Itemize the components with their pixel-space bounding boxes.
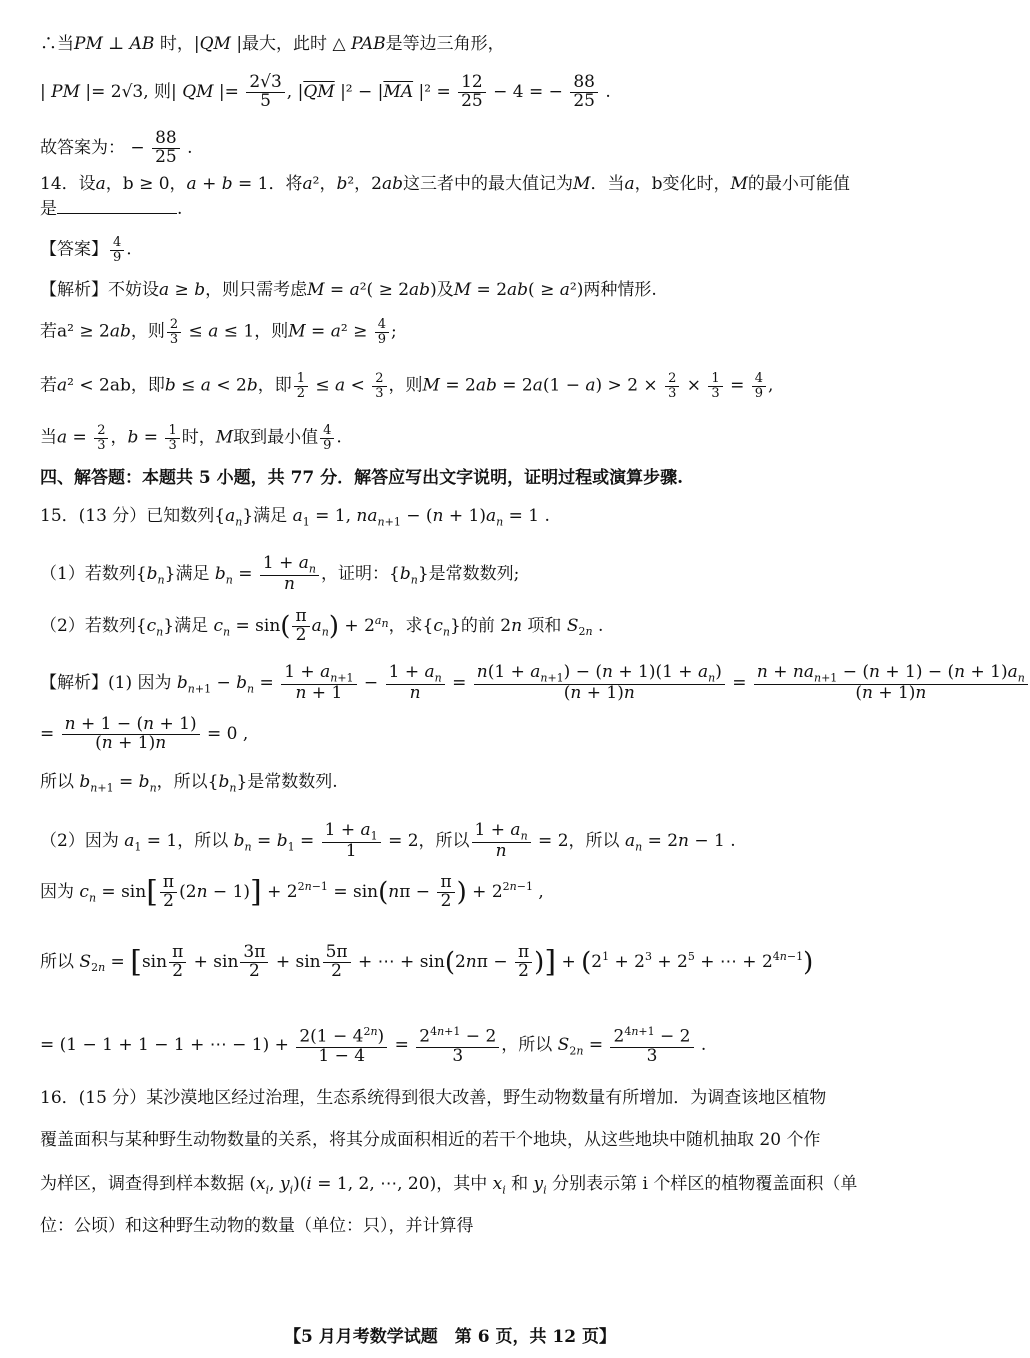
text-line-20: 所以 $S_{2n} = [\sin$ $\frac{\pi}{2}$ + sin $\frac{3\pi}{2}$ + sin $\frac{5\pi}{2}$ + ⋯ + sin(2nπ − $\frac{\pi}{2}$ )] + ($2^1 + 2^3 + 2^5$ + ⋯ + $2^{4n-1}$)	[40, 942, 814, 981]
text-line-21: = (1 − 1 + 1 − 1 + ⋯ − 1) + $\frac{2(1 - 4^{2n})}{1 - 4}$ = $\frac{2^{4n+1} - 2}{3}$ ，所以 $S_{2n}$ = $\frac{2^{4n+1} - 2}{3}$ .	[40, 1025, 707, 1066]
text-line-24: 为样区，调查得到样本数据 ($x_i$, $y_i)(i = 1$, 2, ⋯, 20)，其中 $x_i$ 和 $y_i$ 分别表示第 i 个样区的植物覆盖面积（单	[40, 1174, 858, 1197]
text-line-6: 【答案】 $\frac{4}{9}$ .	[40, 235, 132, 265]
text-line-17: 所以 $b_{n+1} = b_n$，所以$\{b_n\}$是常数数列.	[40, 772, 338, 795]
text-line-19: 因为 $c_n = \sin$[ $\frac{\pi}{2}$ $(2n - 1)] + 2^{2n-1} = \sin(n\pi$ − $\frac{\pi}{2}$ ) + $2^{2n-1}$ ,	[40, 872, 544, 911]
text-line-2: | PM |= 2√3, 则| QM |= $\frac{2√3}{5}$ , $|\overline{QM}$ $|^2 - |\overline{MA}$ |² = $\frac{12}{25}$ − 4 = − $\frac{88}{25}$ .	[40, 72, 611, 111]
text-line-12: 15．(13 分）已知数列$\{a_n\}$满足 $a_1 = 1$, $na_{n+1} - (n + 1)a_n = 1$ .	[40, 506, 550, 529]
text-line-16: = $\frac{n + 1 - (n + 1)}{(n + 1)n}$ = 0 ,	[40, 714, 249, 753]
text-line-10: 当a = $\frac{2}{3}$ ，b = $\frac{1}{3}$ 时，M取到最小值 $\frac{4}{9}$ .	[40, 423, 342, 453]
text-line-1: ∴当PM ⊥ AB 时，|QM |最大，此时 △ PAB是等边三角形，	[40, 34, 505, 54]
text-line-9: 若a² < 2ab，即b ≤ a < 2b，即 $\frac{1}{2}$ ≤ a < $\frac{2}{3}$ ，则M = 2ab = 2a(1 − a) > 2 × $\frac{2}{3}$ × $\frac{1}{3}$ = $\frac{4}{9}$ ,	[40, 371, 774, 401]
text-line-8: 若a² ≥ 2ab，则 $\frac{2}{3}$ ≤ a ≤ 1，则M = a² ≥ $\frac{4}{9}$ ;	[40, 317, 397, 347]
text-line-13: （1）若数列$\{b_n\}$满足 $b_n$ = $\frac{1 + a_n}{n}$ ，证明：$\{b_n\}$是常数数列;	[40, 553, 520, 594]
page-footer: 【5 月月考数学试题 第 6 页，共 12 页】	[284, 1327, 616, 1347]
text-line-11: 四、解答题：本题共 5 小题，共 77 分．解答应写出文字说明，证明过程或演算步骤.	[40, 468, 684, 488]
text-line-23: 覆盖面积与某种野生动物数量的关系，将其分成面积相近的若干个地块，从这些地块中随机抽取 20 个作	[40, 1130, 821, 1150]
text-line-7: 【解析】不妨设a ≥ b，则只需考虑M = a²( ≥ 2ab)及M = 2ab( ≥ a²)两种情形.	[40, 280, 657, 300]
text-line-5: 是 .	[40, 199, 183, 219]
text-line-22: 16．(15 分）某沙漠地区经过治理，生态系统得到很大改善，野生动物数量有所增加．为调查该地区植物	[40, 1088, 827, 1108]
text-line-25: 位：公顷）和这种野生动物的数量（单位：只），并计算得	[40, 1216, 474, 1236]
text-line-3: 故答案为： − $\frac{88}{25}$ .	[40, 128, 193, 167]
text-line-18: （2）因为 $a_1 = 1$，所以 $b_n = b_1$ = $\frac{1 + a_1}{1}$ = 2，所以 $\frac{1 + a_n}{n}$ = 2，所以 $a_n = 2n - 1$ .	[40, 820, 736, 861]
text-line-14: （2）若数列$\{c_n\}$满足 $c_n = \sin$( $\frac{\pi}{2}$ $a_n) + 2^{a_n}$，求$\{c_n\}$的前 2n 项和 $S_{2n}$ .	[40, 606, 604, 645]
text-line-4: 14．设a，b ≥ 0，a + b = 1．将a²，b²，2ab这三者中的最大值记为M．当a，b变化时，M的最小可能值	[40, 174, 850, 194]
text-line-15: 【解析】(1) 因为 $b_{n+1} - b_n$ = $\frac{1 + a_{n+1}}{n + 1}$ − $\frac{1 + a_n}{n}$ = $\frac{n(1 + a_{n+1}) - (n + 1)(1 + a_n)}{(n + 1)n}$ = $\frac{n + na_{n+1} - (n + 1) - (n + 1)a_n}{(n + 1)n}$	[40, 664, 870, 703]
